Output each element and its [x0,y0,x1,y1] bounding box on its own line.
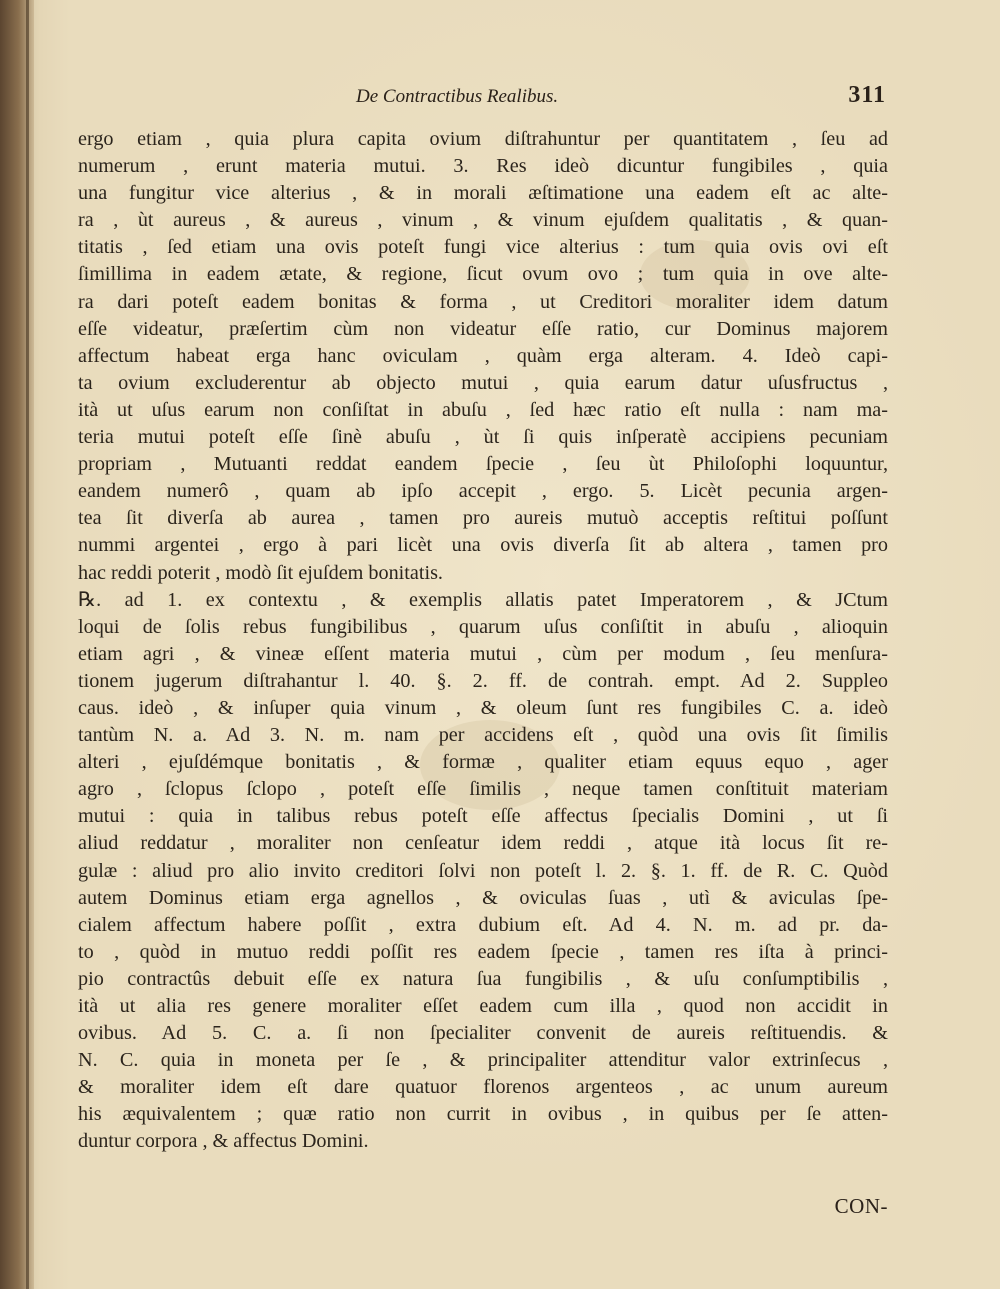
text-line: caus. ideò , & inſuper quia vinum , & oleum ſunt res fungibiles C. a. ideò [78,696,888,719]
text-line: autem Dominus etiam erga agnellos , & oviculas ſuas , utì & aviculas ſpe- [78,886,888,909]
text-line: hac reddi poterit , modò ſit ejuſdem bonitatis. [78,561,443,584]
text-line: etiam agri , & vineæ eſſent materia mutui , cùm per modum , ſeu menſura- [78,642,888,665]
text-line: tantùm N. a. Ad 3. N. m. nam per accidens eſt , quòd una ovis ſit ſimilis [78,724,888,747]
page-header [78,82,888,116]
text-line: aliud reddatur , moraliter non cenſeatur idem reddi , atque ità locus ſit re- [78,832,888,855]
text-line: & moraliter idem eſt dare quatuor florenos argenteos , ac unum aureum [78,1076,888,1099]
text-line: alteri , ejuſdémque bonitatis , & formæ , qualiter etiam equus equo , ager [78,751,888,774]
body-text [78,126,888,1156]
text-line: ità ut uſus earum non conſiſtat in abuſu , ſed hæc ratio eſt nulla : nam ma- [78,398,888,421]
text-line: tionem jugerum diſtrahantur l. 40. §. 2. ff. de contrah. empt. Ad 2. Suppleo [78,669,888,692]
text-line: mutui : quia in talibus rebus poteſt eſſe affectus ſpecialis Domini , ut ſi [78,805,888,828]
text-line: affectum habeat erga hanc oviculam , quàm erga alteram. 4. Ideò capi- [78,344,888,367]
text-line: nummi argentei , ergo à pari licèt una ovis diverſa ſit ab altera , tamen pro [78,534,888,557]
text-line: ra dari poteſt eadem bonitas & forma , ut Creditori moraliter idem datum [78,290,888,313]
text-line: eſſe videatur, præſertim cùm non videatur eſſe ratio, cur Dominus majorem [78,317,888,340]
text-line: propriam , Mutuanti reddat eandem ſpecie , ſeu ùt Philoſophi loquuntur, [78,453,888,476]
page-number: 311 [848,82,886,108]
text-line: eandem numerô , quam ab ipſo accepit , ergo. 5. Licèt pecunia argen- [78,480,888,503]
text-line: cialem affectum habere poſſit , extra dubium eſt. Ad 4. N. m. ad pr. da- [78,913,888,936]
text-line: ſimillima in eadem ætate, & regione, ſicut ovum ovo ; tum quia in ove alte- [78,263,888,286]
text-line: ergo etiam , quia plura capita ovium diſtrahuntur per quantitatem , ſeu ad [78,128,888,150]
text-line: numerum , erunt materia mutui. 3. Res ideò dicuntur fungibiles , quia [78,155,888,178]
text-line: N. C. quia in moneta per ſe , & principaliter attenditur valor extrinſecus , [78,1049,888,1072]
text-line: ra , ùt aureus , & aureus , vinum , & vinum ejuſdem qualitatis , & quan- [78,209,888,232]
text-line: his æquivalentem ; quæ ratio non currit in ovibus , in quibus per ſe atten- [78,1103,888,1126]
text-line: tea ſit diverſa ab aurea , tamen pro aureis mutuò acceptis reſtitui poſſunt [78,507,888,530]
text-line: agro , ſclopus ſclopo , poteſt eſſe ſimilis , neque tamen conſtituit materiam [78,778,888,801]
text-line: gulæ : aliud pro alio invito creditori ſolvi non poteſt l. 2. §. 1. ff. de R. C. Quòd [78,859,888,882]
text-line: pio contractûs debuit eſſe ex natura ſua fungibilis , & uſu conſumptibilis , [78,967,888,990]
text-line: una fungitur vice alterius , & in morali æſtimatione una eadem eſt ac alte- [78,182,888,205]
text-line: duntur corpora , & affectus Domini. [78,1130,369,1153]
text-line: to , quòd in mutuo reddi poſſit res eadem ſpecie , tamen res iſta à princi- [78,940,888,963]
catchword: CON- [834,1194,888,1218]
text-line: ità ut alia res genere moraliter eſſet eadem cum illa , quod non accidit in [78,995,888,1017]
binding-edge [26,0,29,1289]
text-line: loqui de ſolis rebus fungibilibus , quarum uſus conſiſtit in abuſu , alioquin [78,615,888,638]
running-head: De Contractibus Realibus. [356,86,559,107]
text-line: titatis , ſed etiam una ovis poteſt fungi vice alterius : tum quia ovis ovi eſt [78,236,888,259]
text-line: teria mutui poteſt eſſe ſinè abuſu , ùt ſi quis inſperatè accipiens pecuniam [78,426,888,449]
text-line: ovibus. Ad 5. C. a. ſi non ſpecialiter convenit de aureis reſtituendis. & [78,1022,888,1045]
text-line: ta ovium excluderentur ab objecto mutui , quia earum datur uſusfructus , [78,371,888,394]
text-line: ℞. ad 1. ex contextu , & exemplis allatis patet Imperatorem , & JCtum [78,588,888,611]
